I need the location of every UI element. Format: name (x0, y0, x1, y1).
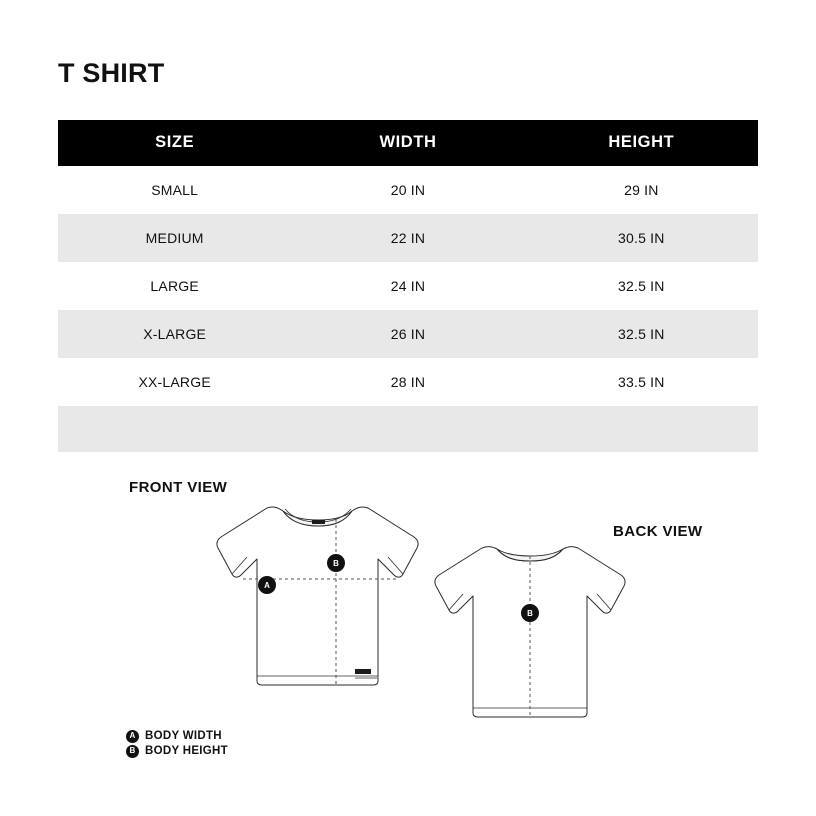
cell-width: 26 IN (390, 326, 426, 342)
legend (126, 729, 228, 759)
legend-item-a (126, 729, 228, 743)
cell-size: MEDIUM (145, 230, 204, 246)
cell-height: 32.5 IN (618, 278, 665, 294)
cell-size: SMALL (151, 182, 199, 198)
svg-text:B: B (333, 559, 339, 568)
hem-tag (355, 669, 371, 674)
cell-size: X-LARGE (143, 326, 207, 342)
column-header-size: SIZE (58, 120, 291, 166)
neck-label-tag (312, 520, 325, 524)
legend-item-b (126, 744, 228, 758)
marker-b-front (327, 554, 345, 572)
svg-text:A: A (264, 581, 270, 590)
table-row (58, 310, 758, 358)
legend-label-a: BODY WIDTH (145, 730, 222, 742)
svg-text:B: B (527, 609, 533, 618)
cell-height: 30.5 IN (618, 230, 665, 246)
cell-width: 24 IN (390, 278, 426, 294)
marker-a-front (258, 576, 276, 594)
table-row-filler (58, 406, 758, 452)
table-row (58, 358, 758, 406)
column-header-height: HEIGHT (525, 120, 758, 166)
cell-width: 20 IN (390, 182, 426, 198)
cell-height: 32.5 IN (618, 326, 665, 342)
table-row (58, 214, 758, 262)
size-table-head (58, 120, 758, 166)
back-view-label: BACK VIEW (613, 523, 703, 540)
tshirt-back-illustration (425, 535, 640, 735)
legend-label-b: BODY HEIGHT (145, 745, 228, 757)
cell-width: 28 IN (390, 374, 426, 390)
size-table (58, 120, 758, 452)
cell-height: 33.5 IN (618, 374, 665, 390)
marker-b-back (521, 604, 539, 622)
front-view-label: FRONT VIEW (129, 479, 228, 496)
size-table-body (58, 166, 758, 452)
table-header-row (58, 120, 758, 166)
cell-width: 22 IN (390, 230, 426, 246)
tshirt-front-illustration (205, 495, 435, 705)
legend-marker-a-icon: A (126, 730, 139, 743)
table-row (58, 166, 758, 214)
cell-height: 29 IN (624, 182, 659, 198)
page-title: T SHIRT (58, 58, 165, 88)
table-row (58, 262, 758, 310)
legend-marker-b-icon: B (126, 745, 139, 758)
column-header-width: WIDTH (291, 120, 524, 166)
cell-size: LARGE (150, 278, 199, 294)
cell-size: XX-LARGE (138, 374, 211, 390)
